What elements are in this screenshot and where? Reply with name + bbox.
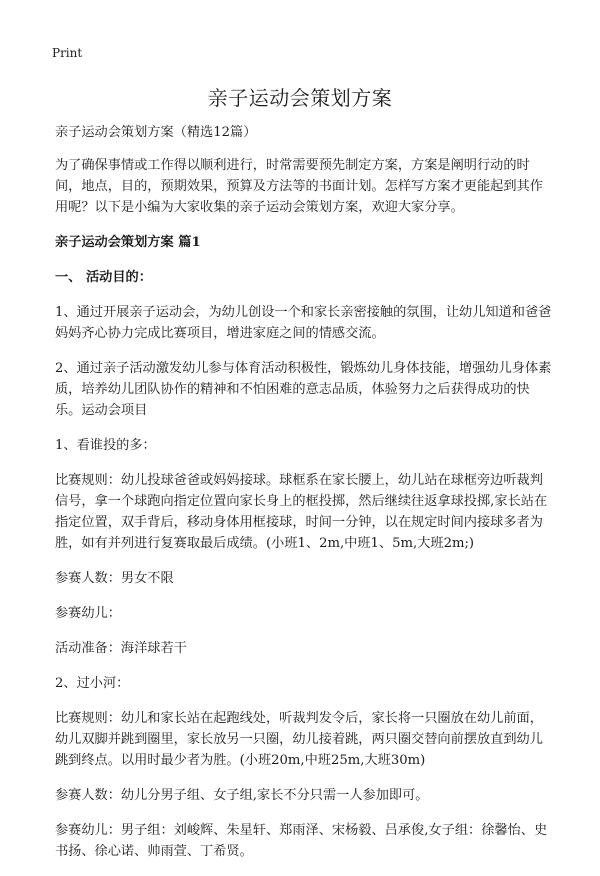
document-subtitle: 亲子运动会策划方案（精选12篇） xyxy=(55,125,257,140)
page-title: 亲子运动会策划方案 xyxy=(207,86,393,110)
game1-children: 参赛幼儿： xyxy=(55,606,121,621)
game2-title: 2、过小河： xyxy=(55,676,130,691)
document-body xyxy=(55,122,555,876)
game1-rules: 比赛规则：幼儿投球爸爸或妈妈接球。球框系在家长腰上，幼儿站在球框旁边听裁判信号，拿一个球跑向指定位置向家长身上的框投掷，然后继续往返拿球投掷,家长站在指定位置，双手背后，移动身体用框接球，时间一分钟，以在规定时间内接球多者为胜，如有并列进行复赛取最后成绩。(小班1、2m,中班1、5m,大班2m;) xyxy=(55,473,548,551)
game1-title: 1、看谁投的多： xyxy=(55,438,156,453)
purpose-item-1: 1、通过开展亲子运动会，为幼儿创设一个和家长亲密接触的氛围，让幼儿知道和爸爸妈妈齐心协力完成比赛项目，增进家庭之间的情感交流。 xyxy=(55,305,552,341)
section-heading: 亲子运动会策划方案 篇1 xyxy=(55,235,201,250)
game2-participants: 参赛人数：幼儿分男子组、女子组,家长不分只需一人参加即可。 xyxy=(55,788,429,803)
print-link[interactable]: Print xyxy=(52,46,83,60)
game2-rules: 比赛规则：幼儿和家长站在起跑线处，听裁判发令后，家长将一只圈放在幼儿前面，幼儿双脚并跳到圈里，家长放另一只圈，幼儿接着跳，两只圈交替向前摆放直到幼儿跳到终点。以用时最少者为胜。(小班20m,中班25m,大班30m) xyxy=(55,711,543,768)
game1-participants: 参赛人数：男女不限 xyxy=(55,571,174,586)
game1-prep: 活动准备：海洋球若干 xyxy=(55,641,187,656)
purpose-item-2: 2、通过亲子活动激发幼儿参与体育活动积极性，锻炼幼儿身体技能，增强幼儿身体素质，培养幼儿团队协作的精神和不怕困难的意志品质，体验努力之后获得成功的快乐。运动会项目 xyxy=(55,361,552,418)
intro-paragraph: 为了确保事情或工作得以顺利进行，时常需要预先制定方案，方案是阐明行动的时间，地点，目的，预期效果，预算及方法等的书面计划。怎样写方案才更能起到其作用呢？以下是小编为大家收集的亲子运动会策划方案，欢迎大家分享。 xyxy=(55,158,543,215)
game2-children: 参赛幼儿：男子组：刘峻辉、朱星轩、郑雨泽、宋杨毅、吕承俊,女子组：徐馨怡、史书扬、徐心诺、帅雨萱、丁希贤。 xyxy=(55,823,548,859)
purpose-heading: 一、 活动目的： xyxy=(55,270,152,285)
